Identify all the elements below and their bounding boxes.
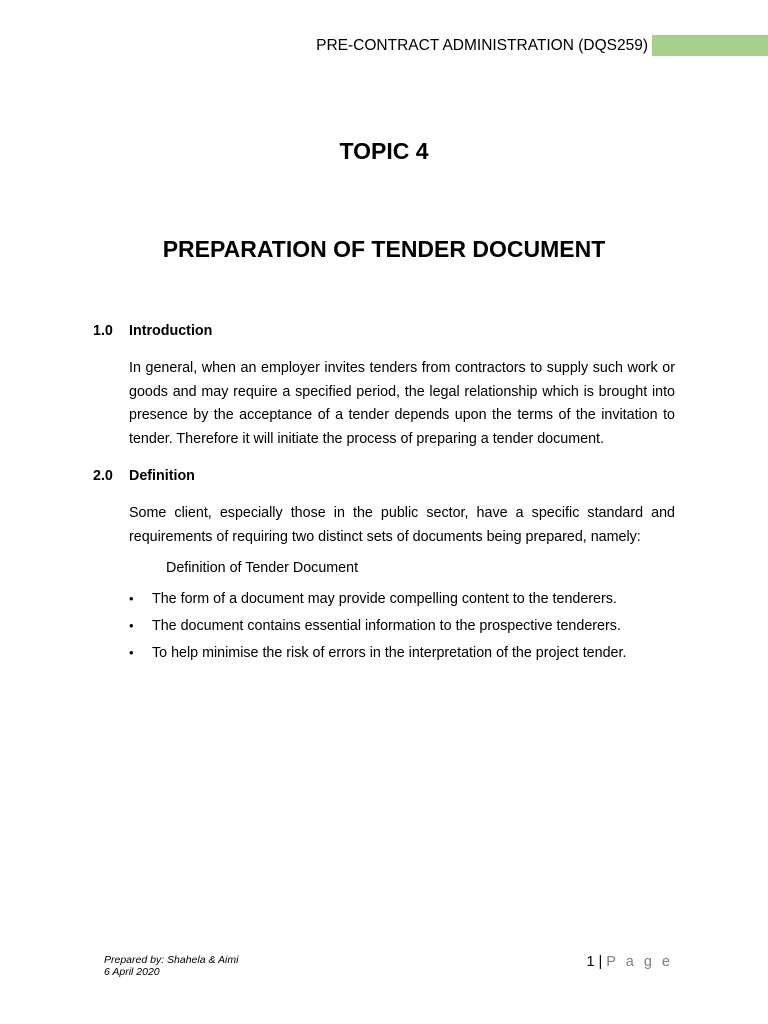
page-indicator	[540, 953, 673, 971]
definition-sub-label: Definition of Tender Document	[166, 560, 359, 576]
section-number: 2.0	[93, 468, 113, 484]
paragraph-line: requirements of requiring two distinct sets of documents being prepared, namely:	[129, 528, 641, 545]
bullet-text: To help minimise the risk of errors in the interpretation of the project tender.	[152, 645, 627, 661]
prepared-by-text: Prepared by: Shahela & Aimi	[104, 954, 239, 966]
paragraph-line: Some client, especially those in the public sector, have a specific standard and	[129, 505, 675, 521]
bullet-icon: •	[129, 645, 134, 660]
footer-credits	[104, 954, 238, 978]
header-accent-bar	[652, 35, 768, 56]
document-main-title: PREPARATION OF TENDER DOCUMENT	[162, 236, 606, 262]
bullet-text: The form of a document may provide compelling content to the tenderers.	[152, 591, 617, 607]
paragraph-line: presence by the acceptance of a tender depends upon the terms of the invitation to	[129, 407, 675, 423]
bullet-icon: •	[129, 618, 134, 633]
page-number: 1	[586, 954, 595, 970]
topic-title: TOPIC 4	[339, 138, 429, 164]
bullet-item	[129, 617, 621, 635]
paragraph-line: goods and may require a specified period, the legal relationship which is brought into	[129, 383, 675, 400]
section-title: Introduction	[129, 323, 213, 339]
bullet-icon: •	[129, 591, 134, 606]
page-label: P a g e	[606, 954, 673, 970]
introduction-paragraph	[129, 357, 675, 451]
bullet-text: The document contains essential information to the prospective tenderers.	[152, 618, 621, 634]
section-number: 1.0	[93, 323, 113, 339]
footer-date: 6 April 2020	[104, 966, 160, 978]
paragraph-line: tender. Therefore it will initiate the process of preparing a tender document.	[129, 430, 604, 447]
definition-paragraph	[129, 502, 675, 549]
page-separator: |	[598, 954, 603, 970]
section-heading-definition	[93, 467, 195, 485]
bullet-item	[129, 644, 626, 662]
paragraph-line: In general, when an employer invites tenders from contractors to supply such work or	[129, 360, 675, 376]
bullet-item	[129, 590, 617, 608]
section-title: Definition	[129, 468, 195, 484]
document-header-title: PRE-CONTRACT ADMINISTRATION (DQS259)	[316, 37, 648, 54]
section-heading-introduction	[93, 322, 212, 340]
